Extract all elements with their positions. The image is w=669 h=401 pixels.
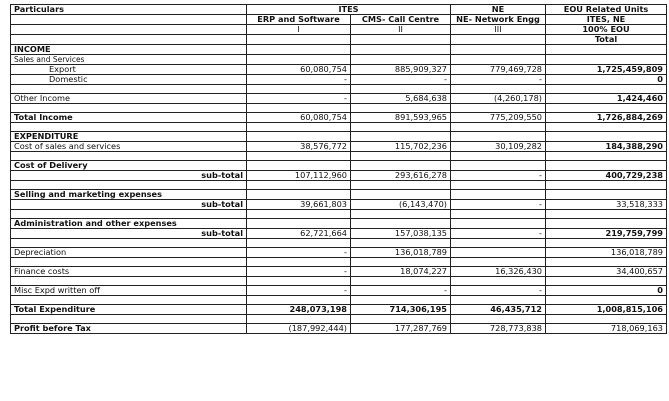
spacer-row <box>11 239 667 248</box>
row-label: Cost of Delivery <box>11 161 247 171</box>
value-cell-col4: 1,008,815,106 <box>546 305 667 315</box>
row-label <box>11 123 247 132</box>
value-cell-col3 <box>451 239 546 248</box>
col1-number: I <box>247 25 351 35</box>
value-cell-col3 <box>451 85 546 94</box>
value-cell-col1 <box>247 123 351 132</box>
value-cell-col2: 177,287,769 <box>351 324 451 334</box>
row-label: INCOME <box>11 45 247 55</box>
value-cell-col3 <box>451 45 546 55</box>
value-cell-col4 <box>546 277 667 286</box>
value-cell-col1 <box>247 239 351 248</box>
value-cell-col1: - <box>247 94 351 104</box>
value-cell-col1 <box>247 161 351 171</box>
value-cell-col2 <box>351 123 451 132</box>
value-cell-col4 <box>546 132 667 142</box>
value-cell-col1: 62,721,664 <box>247 229 351 239</box>
value-cell-col4: 184,388,290 <box>546 142 667 152</box>
value-cell-col1: 38,576,772 <box>247 142 351 152</box>
row-label <box>11 210 247 219</box>
value-cell-col1 <box>247 190 351 200</box>
value-cell-col2: 885,909,327 <box>351 65 451 75</box>
value-cell-col1 <box>247 296 351 305</box>
table-row <box>11 286 667 296</box>
row-label <box>11 315 247 324</box>
value-cell-col3: 30,109,282 <box>451 142 546 152</box>
table-row <box>11 161 667 171</box>
row-label: Depreciation <box>11 248 247 258</box>
row-label <box>11 152 247 161</box>
value-cell-col1 <box>247 85 351 94</box>
value-cell-col4 <box>546 296 667 305</box>
value-cell-col4 <box>546 181 667 190</box>
value-cell-col4 <box>546 161 667 171</box>
row-label <box>11 181 247 190</box>
spacer-row <box>11 315 667 324</box>
table-row <box>11 248 667 258</box>
table-row <box>11 45 667 55</box>
value-cell-col3 <box>451 181 546 190</box>
value-cell-col3 <box>451 210 546 219</box>
header-blank <box>451 35 546 45</box>
col2-number: II <box>351 25 451 35</box>
value-cell-col2: - <box>351 75 451 85</box>
value-cell-col4: 219,759,799 <box>546 229 667 239</box>
row-label <box>11 104 247 113</box>
row-label <box>11 277 247 286</box>
value-cell-col3 <box>451 132 546 142</box>
value-cell-col1 <box>247 132 351 142</box>
header-row-4 <box>11 35 667 45</box>
value-cell-col4: 34,400,657 <box>546 267 667 277</box>
row-label: Sales and Services <box>11 55 247 65</box>
row-label <box>11 85 247 94</box>
col4-header-line2: 100% EOU <box>546 25 667 35</box>
value-cell-col2 <box>351 152 451 161</box>
value-cell-col2: 157,038,135 <box>351 229 451 239</box>
table-row <box>11 229 667 239</box>
value-cell-col1 <box>247 104 351 113</box>
value-cell-col3 <box>451 104 546 113</box>
value-cell-col3: 779,469,728 <box>451 65 546 75</box>
table-row <box>11 113 667 123</box>
header-row-3 <box>11 25 667 35</box>
header-blank <box>11 25 247 35</box>
value-cell-col2: 5,684,638 <box>351 94 451 104</box>
value-cell-col1: - <box>247 248 351 258</box>
table-row <box>11 65 667 75</box>
value-cell-col3 <box>451 277 546 286</box>
value-cell-col2 <box>351 296 451 305</box>
value-cell-col2: 891,593,965 <box>351 113 451 123</box>
value-cell-col3 <box>451 152 546 161</box>
table-row <box>11 219 667 229</box>
row-label: EXPENDITURE <box>11 132 247 142</box>
table-row <box>11 75 667 85</box>
value-cell-col4 <box>546 45 667 55</box>
value-cell-col3: 46,435,712 <box>451 305 546 315</box>
value-cell-col4: 400,729,238 <box>546 171 667 181</box>
value-cell-col3: 728,773,838 <box>451 324 546 334</box>
value-cell-col4 <box>546 219 667 229</box>
value-cell-col1: 107,112,960 <box>247 171 351 181</box>
value-cell-col3: - <box>451 200 546 210</box>
spacer-row <box>11 104 667 113</box>
value-cell-col2: 115,702,236 <box>351 142 451 152</box>
row-label: Total Expenditure <box>11 305 247 315</box>
value-cell-col4: 33,518,333 <box>546 200 667 210</box>
value-cell-col3: 16,326,430 <box>451 267 546 277</box>
value-cell-col4 <box>546 258 667 267</box>
row-label <box>11 239 247 248</box>
spacer-row <box>11 210 667 219</box>
ites-group-header: ITES <box>247 5 451 15</box>
row-label: Total Income <box>11 113 247 123</box>
value-cell-col2 <box>351 277 451 286</box>
ne-group-header: NE <box>451 5 546 15</box>
spacer-row <box>11 181 667 190</box>
value-cell-col3: - <box>451 75 546 85</box>
row-label <box>11 296 247 305</box>
table-row <box>11 305 667 315</box>
table-row <box>11 132 667 142</box>
value-cell-col1 <box>247 258 351 267</box>
row-label: Finance costs <box>11 267 247 277</box>
value-cell-col4 <box>546 123 667 132</box>
col4-header-line3: Total <box>546 35 667 45</box>
value-cell-col4 <box>546 104 667 113</box>
value-cell-col2: 18,074,227 <box>351 267 451 277</box>
row-label: Other Income <box>11 94 247 104</box>
table-row <box>11 142 667 152</box>
value-cell-col4 <box>546 239 667 248</box>
value-cell-col2 <box>351 104 451 113</box>
value-cell-col1: 39,661,803 <box>247 200 351 210</box>
value-cell-col4: 1,424,460 <box>546 94 667 104</box>
value-cell-col1: - <box>247 286 351 296</box>
value-cell-col3 <box>451 248 546 258</box>
value-cell-col4: 1,726,884,269 <box>546 113 667 123</box>
value-cell-col1 <box>247 210 351 219</box>
value-cell-col4: 718,069,163 <box>546 324 667 334</box>
row-label: Selling and marketing expenses <box>11 190 247 200</box>
spacer-row <box>11 85 667 94</box>
value-cell-col1 <box>247 152 351 161</box>
value-cell-col2 <box>351 219 451 229</box>
value-cell-col2 <box>351 210 451 219</box>
value-cell-col3: (4,260,178) <box>451 94 546 104</box>
value-cell-col2 <box>351 239 451 248</box>
col2-header: CMS- Call Centre <box>351 15 451 25</box>
value-cell-col2 <box>351 161 451 171</box>
row-label: Administration and other expenses <box>11 219 247 229</box>
value-cell-col1 <box>247 181 351 190</box>
row-label: Export <box>11 65 247 75</box>
value-cell-col2 <box>351 181 451 190</box>
row-label: Domestic <box>11 75 247 85</box>
value-cell-col2 <box>351 258 451 267</box>
value-cell-col4 <box>546 55 667 65</box>
financial-statement-table <box>10 4 667 334</box>
spacer-row <box>11 123 667 132</box>
value-cell-col2: 136,018,789 <box>351 248 451 258</box>
table-row <box>11 324 667 334</box>
col4-header-line1: ITES, NE <box>546 15 667 25</box>
value-cell-col4: 0 <box>546 286 667 296</box>
value-cell-col3 <box>451 190 546 200</box>
value-cell-col3 <box>451 315 546 324</box>
value-cell-col4: 136,018,789 <box>546 248 667 258</box>
row-label: Misc Expd written off <box>11 286 247 296</box>
value-cell-col4 <box>546 315 667 324</box>
spacer-row <box>11 258 667 267</box>
value-cell-col4 <box>546 152 667 161</box>
value-cell-col2 <box>351 315 451 324</box>
eou-group-header: EOU Related Units <box>546 5 667 15</box>
value-cell-col4 <box>546 190 667 200</box>
value-cell-col4 <box>546 85 667 94</box>
value-cell-col2 <box>351 55 451 65</box>
value-cell-col2 <box>351 45 451 55</box>
spacer-row <box>11 277 667 286</box>
header-blank <box>247 35 351 45</box>
header-blank <box>11 35 247 45</box>
value-cell-col3 <box>451 55 546 65</box>
value-cell-col3 <box>451 258 546 267</box>
header-blank <box>351 35 451 45</box>
value-cell-col2 <box>351 132 451 142</box>
row-label: sub-total <box>11 229 247 239</box>
spacer-row <box>11 152 667 161</box>
value-cell-col1 <box>247 277 351 286</box>
value-cell-col1: - <box>247 267 351 277</box>
value-cell-col3: - <box>451 286 546 296</box>
value-cell-col4: 1,725,459,809 <box>546 65 667 75</box>
row-label <box>11 258 247 267</box>
table-row <box>11 190 667 200</box>
row-label: sub-total <box>11 171 247 181</box>
value-cell-col2: - <box>351 286 451 296</box>
value-cell-col1: (187,992,444) <box>247 324 351 334</box>
value-cell-col2: 714,306,195 <box>351 305 451 315</box>
col1-header: ERP and Software <box>247 15 351 25</box>
value-cell-col1: 60,080,754 <box>247 65 351 75</box>
value-cell-col1: - <box>247 75 351 85</box>
value-cell-col2 <box>351 85 451 94</box>
value-cell-col3: 775,209,550 <box>451 113 546 123</box>
value-cell-col4: 0 <box>546 75 667 85</box>
value-cell-col3 <box>451 123 546 132</box>
table-row <box>11 55 667 65</box>
table-row <box>11 200 667 210</box>
value-cell-col3 <box>451 219 546 229</box>
table-row <box>11 94 667 104</box>
value-cell-col1 <box>247 219 351 229</box>
value-cell-col2 <box>351 190 451 200</box>
table-row <box>11 267 667 277</box>
value-cell-col3: - <box>451 229 546 239</box>
header-blank <box>11 15 247 25</box>
row-label: Cost of sales and services <box>11 142 247 152</box>
row-label: Profit before Tax <box>11 324 247 334</box>
value-cell-col2: 293,616,278 <box>351 171 451 181</box>
value-cell-col1 <box>247 45 351 55</box>
value-cell-col3 <box>451 161 546 171</box>
value-cell-col2: (6,143,470) <box>351 200 451 210</box>
value-cell-col1: 248,073,198 <box>247 305 351 315</box>
table-row <box>11 171 667 181</box>
value-cell-col3: - <box>451 171 546 181</box>
particulars-header: Particulars <box>11 5 247 15</box>
header-row-1 <box>11 5 667 15</box>
header-row-2 <box>11 15 667 25</box>
value-cell-col1 <box>247 55 351 65</box>
value-cell-col1 <box>247 315 351 324</box>
spacer-row <box>11 296 667 305</box>
col3-number: III <box>451 25 546 35</box>
row-label: sub-total <box>11 200 247 210</box>
value-cell-col1: 60,080,754 <box>247 113 351 123</box>
value-cell-col3 <box>451 296 546 305</box>
value-cell-col4 <box>546 210 667 219</box>
col3-header: NE- Network Engg <box>451 15 546 25</box>
